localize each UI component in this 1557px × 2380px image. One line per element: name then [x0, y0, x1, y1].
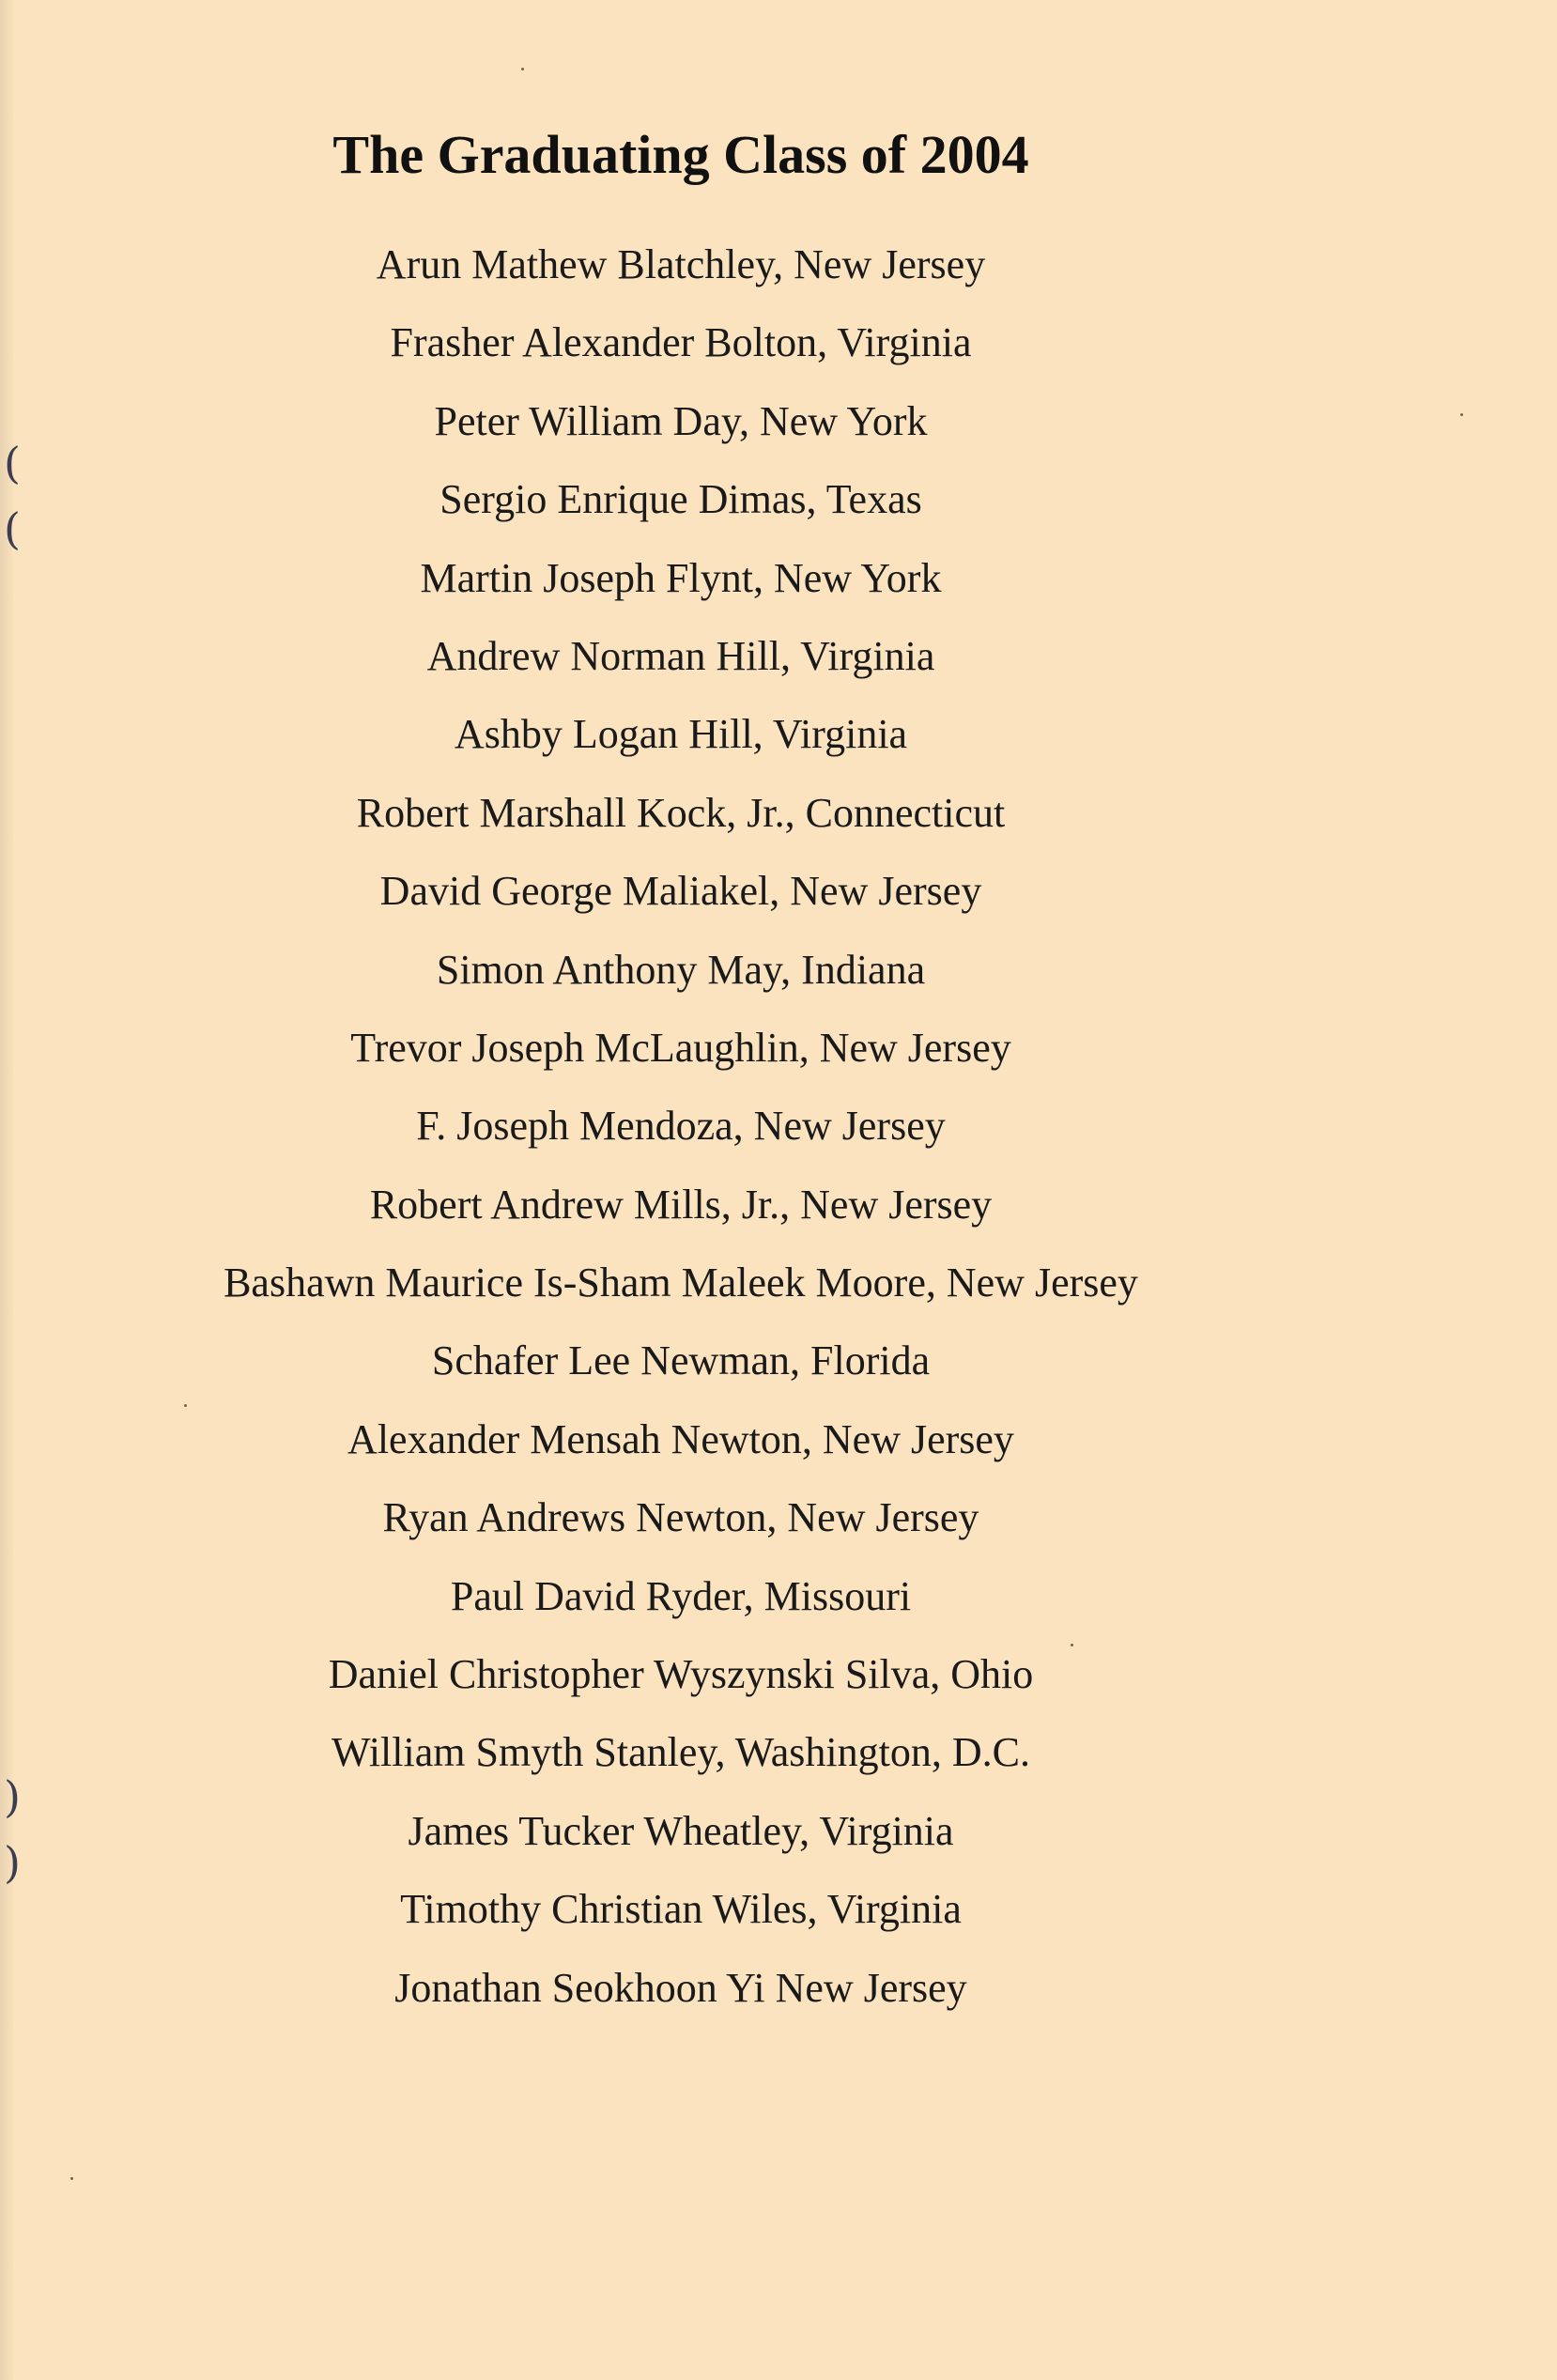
binding-staple-mark-bottom-1: ): [4, 1771, 21, 1822]
graduate-entry: Alexander Mensah Newton, New Jersey: [347, 1415, 1014, 1462]
graduate-entry: Arun Mathew Blatchley, New Jersey: [376, 241, 986, 287]
graduate-list: [0, 225, 1362, 2027]
graduate-entry: Daniel Christopher Wyszynski Silva, Ohio: [328, 1651, 1034, 1698]
graduate-entry: Bashawn Maurice Is-Sham Maleek Moore, New Jersey: [224, 1260, 1138, 1306]
graduate-entry: Martin Joseph Flynt, New York: [420, 554, 942, 601]
graduate-entry: David George Maliakel, New Jersey: [379, 868, 982, 915]
graduate-entry: Sergio Enrique Dimas, Texas: [439, 476, 922, 523]
graduate-entry: Robert Marshall Kock, Jr., Connecticut: [356, 789, 1006, 836]
graduate-entry: Frasher Alexander Bolton, Virginia: [390, 319, 972, 366]
graduate-entry: Ryan Andrews Newton, New Jersey: [382, 1494, 979, 1541]
graduate-entry: Robert Andrew Mills, Jr., New Jersey: [369, 1181, 993, 1228]
graduate-entry: Ashby Logan Hill, Virginia: [454, 711, 908, 758]
graduate-entry: Peter William Day, New York: [434, 397, 928, 444]
page-title: The Graduating Class of 2004: [332, 124, 1029, 185]
graduate-entry: Andrew Norman Hill, Virginia: [426, 632, 935, 679]
binding-staple-mark-top-1: (: [4, 438, 21, 488]
binding-staple-mark-bottom-2: ): [4, 1837, 21, 1888]
graduate-entry: William Smyth Stanley, Washington, D.C.: [331, 1729, 1030, 1776]
graduate-entry: Paul David Ryder, Missouri: [450, 1572, 912, 1619]
graduate-entry: Timothy Christian Wiles, Virginia: [400, 1886, 962, 1933]
binding-staple-mark-top-2: (: [4, 503, 21, 554]
graduate-entry: Simon Anthony May, Indiana: [436, 946, 926, 993]
graduate-entry: James Tucker Wheatley, Virginia: [408, 1807, 954, 1854]
graduate-entry: Schafer Lee Newman, Florida: [431, 1337, 931, 1384]
graduate-entry: Jonathan Seokhoon Yi New Jersey: [394, 1964, 967, 2011]
graduate-entry: Trevor Joseph McLaughlin, New Jersey: [350, 1024, 1011, 1071]
graduate-entry: F. Joseph Mendoza, New Jersey: [416, 1103, 946, 1150]
